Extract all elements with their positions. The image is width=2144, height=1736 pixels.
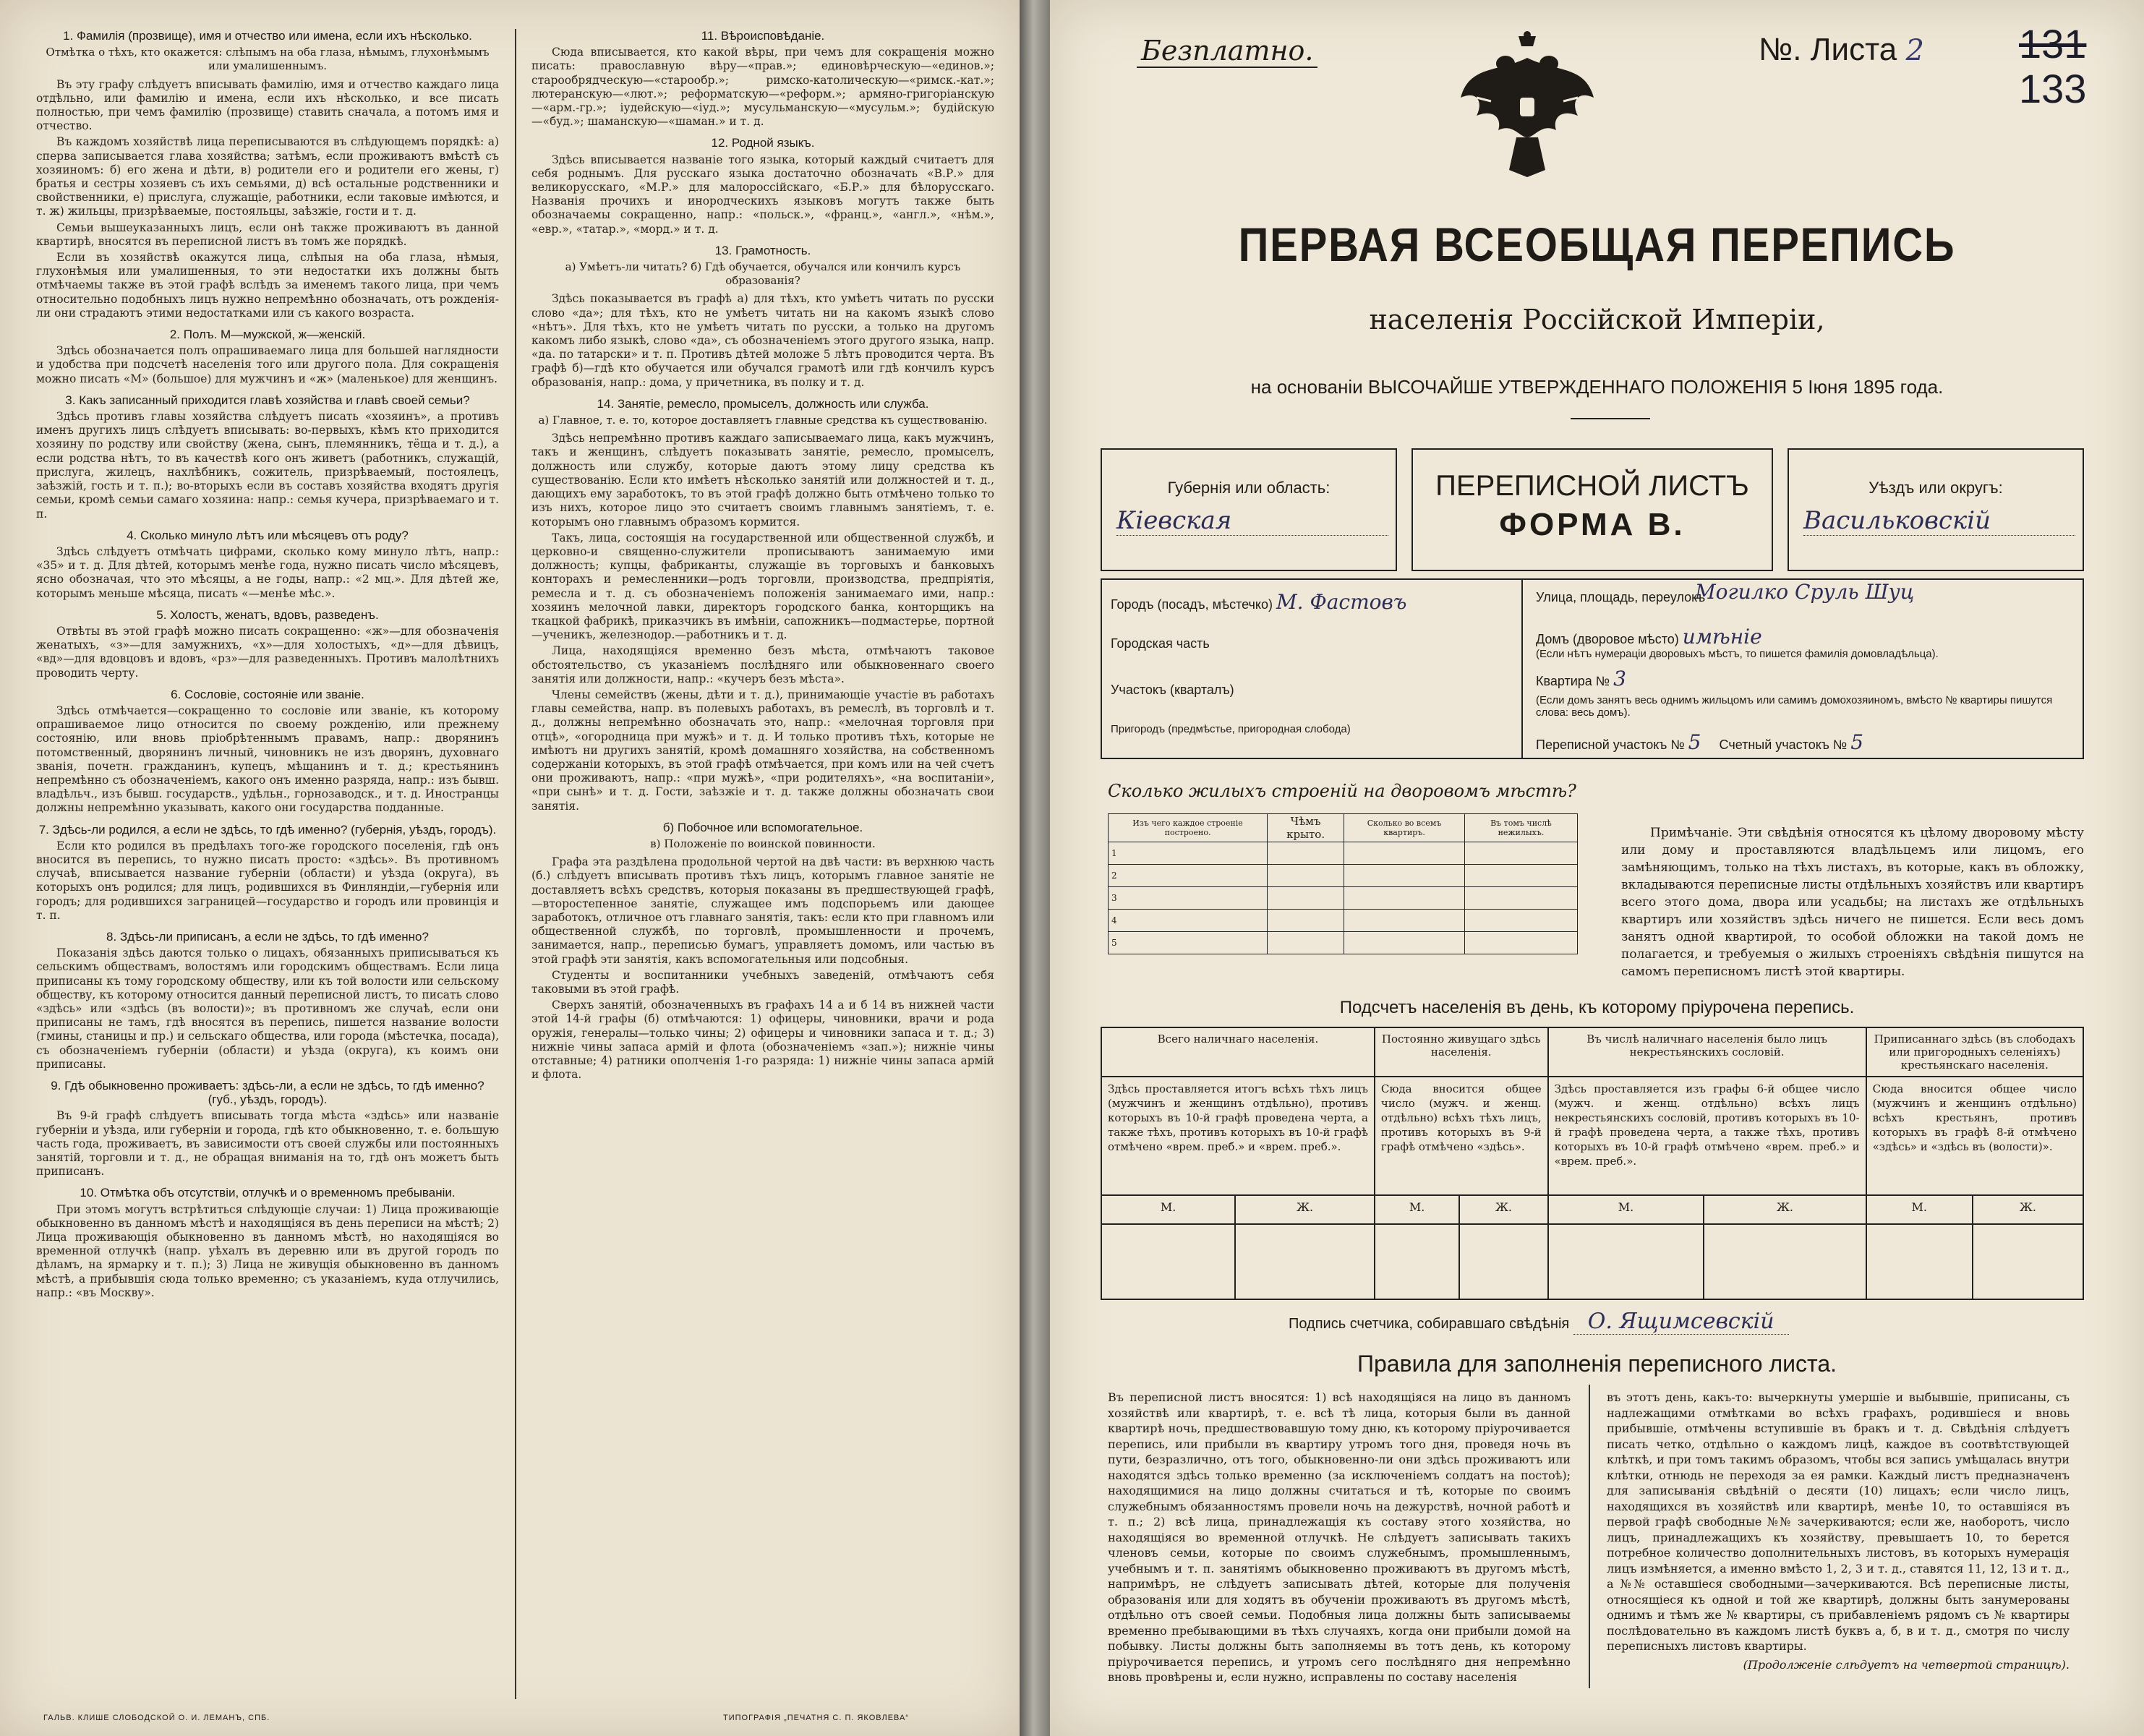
street-label: Улица, площадь, переулокъ (1536, 590, 1706, 604)
dwellings-table (1108, 813, 1578, 954)
row-number: 3 (1109, 887, 1268, 910)
imperial-eagle-icon (1455, 29, 1600, 181)
house-value: имѣніе (1682, 625, 1762, 649)
count-body-permanent: Сюда вносится общее число (мужч. и женщ. отдѣльно) всѣхъ тѣхъ лицъ, противъ которыхъ въ 9-й графѣ отмѣчено «здѣсь». (1375, 1077, 1548, 1195)
male-label: М. (1548, 1195, 1704, 1224)
instruction-paragraph: Показанія здѣсь даются только о лицахъ, обязанныхъ приписываться къ сельскимъ обществамъ, волостямъ или городскимъ обществамъ. Если лица приписаны къ тому городскому обществу, или къ той волости или сельскому обществу, къ которому относится данный переписной листъ, то писать слово «здѣсь» или «здѣсь (въ волости)»; въ противномъ же случаѣ, если они приписаны не тамъ, гдѣ вносятся въ перепись, пишется название волости (гмины, станицы и пр.) и сельскаго общества, или города (мѣстечка, посада), съ обозначеніемъ губерніи (области) и уѣзда (округа), къ коимъ они приписаны. (36, 946, 499, 1071)
suburb-label: Пригородъ (предмѣстье, пригородная слобода) (1111, 723, 1351, 735)
row-number: 4 (1109, 910, 1268, 932)
instruction-paragraph: Въ эту графу слѣдуетъ вписывать фамилію, имя и отчество каждаго лица отдѣльно, или фамилію и имена, если ихъ нѣсколько, и все писать полностью, при чемъ фамилію (прозвище) ставить сначала, а потомъ имя и отчество. (36, 77, 499, 133)
signature-value: О. Ящимсевскій (1573, 1309, 1789, 1335)
town-value: М. Фастовъ (1276, 590, 1407, 614)
province-value: Кіевская (1116, 506, 1388, 536)
count-body-total: Здѣсь проставляется итогъ всѣхъ тѣхъ лицъ (мужчинъ и женщинъ отдѣльно), противъ которыхъ въ 10-й графѣ проведена черта, а также тѣхъ, противъ которыхъ въ 10-й графѣ отмѣчено «врем. преб.» и «врем. преб.». (1101, 1077, 1375, 1195)
dwellings-question: Сколько жилыхъ строеній на дворовомъ мѣстѣ? (1108, 781, 1576, 801)
column-divider (515, 29, 516, 1699)
instruction-paragraph: Въ 9-й графѣ слѣдуетъ вписывать тогда мѣста «здѣсь» или названіе губерніи и уѣзда, или губерніи и города, гдѣ кто обыкновенно, т. е. большую часть года, проживаетъ, въ зависимости отъ своей службы или постоянныхъ занятій, торговли и т. д., не обращая вниманія на то, гдѣ онъ можетъ быть приписанъ. (36, 1109, 499, 1179)
instruction-paragraph: Если въ хозяйствѣ окажутся лица, слѣпыя на оба глаза, нѣмыя, глухонѣмыя или умалишенныя, то эти недостатки ихъ должны быть отмѣчаемы также въ этой графѣ вслѣдъ за именемъ такого лица, при чемъ относительно подобныхъ лицъ нужно непремѣнно обозначать, отъ рожденія-ли они страдаютъ этими недостатками или съ какого возраста. (36, 251, 499, 320)
section-title: 13. Грамотность. (714, 243, 811, 257)
instruction-paragraph: Лица, находящіяся временно безъ мѣста, отмѣчаютъ таковое обстоятельство, съ указаніемъ послѣдняго или обыкновеннаго своего занятія или должности, напр.: «кучеръ безъ мѣста». (531, 644, 994, 685)
table-row (1109, 865, 1578, 887)
instruction-paragraph: Сюда вписывается, кто какой вѣры, при чемъ для сокращенія можно писать: православную вѣру—«прав.»; единовѣрческую—«единов.»; старообрядческую—«старообр.»; римско-католическую—«римск.-кат.»; лютеранскую—«лют.»; реформатскую—«реформ.»; армяно-григоріанскую—«арм.-гр.»; іудейскую—«іуд.»; мусульманскую—«мусульм.»; будійскую—«буд.»; шаманскую—«шаман.» и т. д. (531, 46, 994, 129)
section-title: 3. Какъ записанный приходится главѣ хозяйства и главѣ своей семьи? (65, 393, 470, 407)
rules-title: Правила для заполненія переписного листа. (1357, 1351, 1837, 1377)
district-value: Васильковскій (1803, 506, 2075, 536)
instruction-paragraph: Семьи вышеуказанныхъ лицъ, если онѣ также проживаютъ въ данной квартирѣ, вносятся въ переписной листъ въ томъ же порядкѣ. (36, 221, 499, 248)
section-title: 11. Вѣроисповѣданіе. (701, 29, 825, 43)
table-row (1109, 910, 1578, 932)
instruction-paragraph: Студенты и воспитанники учебныхъ заведеній, отмѣчаютъ себя таковыми въ этой графѣ. (531, 968, 994, 996)
section-title: 6. Сословіе, состояніе или званіе. (171, 687, 364, 701)
legal-basis: на основаніи ВЫСОЧАЙШЕ УТВЕРЖДЕННАГО ПОЛОЖЕНІЯ 5 Іюня 1895 года. (1250, 376, 1944, 398)
instruction-paragraph: Здѣсь обозначается полъ опрашиваемаго лица для большей наглядности и удобства при подсчетѣ населенія того или другого пола. Для сокращенія можно писать «М» (большое) для мужчинъ и «ж» (маленькое) для женщинъ. (36, 344, 499, 385)
precinct-label: Участокъ (кварталъ) (1111, 683, 1234, 697)
census-district-label: Переписной участокъ № (1536, 737, 1685, 752)
count-body-noncitizen: Здѣсь проставляется изъ графы 6-й общее число (мужч. и женщ. отдѣльно) всѣхъ лицъ некрестьянскихъ сословій, противъ которыхъ въ 10-й графѣ проведена черта, а также тѣхъ, противъ которыхъ въ 10-й графѣ отмѣчено «врем. преб.» и «врем. преб.». (1548, 1077, 1866, 1195)
signature-label: Подпись счетчика, собиравшаго свѣдѣнія (1289, 1316, 1570, 1332)
form-title-box (1411, 448, 1773, 571)
section-subtitle: а) Умѣетъ-ли читать? б) Гдѣ обучается, обучался или кончилъ курсъ образованія? (565, 260, 961, 288)
row-number: 2 (1109, 865, 1268, 887)
archive-stamp (2019, 22, 2086, 111)
province-field (1101, 448, 1397, 571)
instruction-paragraph: Такъ, лица, состоящія на государственной или общественной службѣ, и церковно-и священно-служители прописываютъ занимаемую ими должность; купцы, фабриканты, служащіе въ торговыхъ и банковыхъ конторахъ и ремесленники—родъ торговли, производства, предпріятія, ремесла и т. д. съ обозначеніемъ положенія занимаемаго ими, напр.: хозяинъ мелочной лавки, директоръ городского банка, конторщикъ на ткацкой фабрикѣ, приказчикъ въ имѣніи, сапожникъ—подмастерье, портной—ученикъ, железнодор.—работникъ и т. д. (531, 531, 994, 642)
instruction-paragraph: Если кто родился въ предѣлахъ того-же городского поселенія, гдѣ онъ вносится въ перепись, то нужно писать просто: «здѣсь». Въ противномъ случаѣ, вписывается название губерніи (области) и уѣзда (округа), въ которыхъ онъ родился; для лицъ, родившихся въ Финляндіи,—губернія или городъ; для родившихся заграницей—государство и городъ или провинція и т. п. (36, 839, 499, 922)
section-title: 2. Полъ. М—мужской, ж—женскій. (169, 328, 366, 342)
rules-column-2 (1607, 1390, 2070, 1672)
section-title: 9. Гдѣ обыкновенно проживаетъ: здѣсь-ли, а если не здѣсь, то гдѣ именно? (губ., уѣздъ, городъ). (51, 1079, 484, 1107)
rules-divider (1589, 1385, 1590, 1688)
instruction-paragraph: При этомъ могутъ встрѣтиться слѣдующіе случаи: 1) Лица проживающіе обыкновенно въ данномъ мѣстѣ и находящіяся въ день переписи на мѣстѣ; 2) Лица проживающія обыкновенно въ данномъ мѣстѣ, но находящіяся во временной отлучкѣ (напр. уѣхалъ въ деревню или въ другой городъ по дѣламъ, на ярмарку и т. п.); 3) Лица не живущія обыкновенно въ данномъ мѣстѣ, а прибывшія сюда только временно; съ указаніемъ, куда отлучились, напр.: «въ Москву». (36, 1202, 499, 1299)
section-title: 5. Холостъ, женатъ, вдовъ, разведенъ. (156, 607, 379, 622)
form-code: ФОРМА В. (1499, 507, 1686, 542)
sheet-number-value: 2 (1905, 34, 1924, 67)
section-title: 10. Отмѣтка объ отсутствіи, отлучкѣ и о временномъ пребываніи. (80, 1186, 456, 1200)
population-count-table (1101, 1027, 2084, 1300)
house-field (1536, 625, 1762, 649)
female-label: Ж. (1973, 1195, 2083, 1224)
town-label: Городъ (посадъ, мѣстечко) (1111, 597, 1273, 612)
sheet-number-label: №. Листа (1759, 32, 1897, 67)
section-title: 8. Здѣсь-ли приписанъ, а если не здѣсь, то гдѣ именно? (106, 929, 429, 944)
address-section (1101, 578, 2084, 759)
district-field (1788, 448, 2084, 571)
count-header-noncitizen: Въ числѣ наличнаго населенія было лицъ некрестьянскихъ сословій. (1548, 1027, 1866, 1077)
free-of-charge-label: Безплатно. (1137, 35, 1317, 68)
section-title: 4. Сколько минуло лѣтъ или мѣсяцевъ отъ роду? (127, 528, 409, 542)
apartment-field (1536, 667, 1626, 690)
count-header-permanent: Постоянно живущаго здѣсь населенія. (1375, 1027, 1548, 1077)
footer-engraver: ГАЛЬВ. КЛИШЕ СЛОБОДСКОЙ О. И. ЛЕМАНЪ, СПБ. (43, 1714, 270, 1722)
dwellings-header-material: Изъ чего каждое строеніе построено. (1109, 814, 1268, 842)
section-subtitle: Отмѣтка о тѣхъ, кто окажется: слѣпымъ на оба глаза, нѣмымъ, глухонѣмымъ или умалишеннымъ. (46, 46, 490, 73)
form-title: ПЕРЕПИСНОЙ ЛИСТЪ (1435, 470, 1749, 502)
instruction-paragraph: Здѣсь непремѣнно противъ каждаго записываемаго лица, какъ мужчинъ, такъ и женщинъ, слѣдуетъ показывать занятіе, ремесло, промыселъ, должность или службу, которые даютъ этому лицу средства къ существованію. Если кто имѣетъ нѣсколько занятій или должностей и т. д., дающихъ ему заработокъ, то въ этой графѣ должно быть отмѣчено только то изъ нихъ, которое лицо это считаетъ своимъ главнымъ занятіемъ, т. е. которымъ оно главнымъ образомъ кормится. (531, 432, 994, 529)
census-district-value: 5 (1688, 730, 1701, 754)
city-part-label: Городская часть (1111, 636, 1210, 651)
section-subtitle: в) Положеніе по воинской повинности. (650, 837, 876, 850)
apartment-label: Квартира № (1536, 674, 1610, 688)
street-field (1536, 590, 1705, 605)
female-label: Ж. (1235, 1195, 1375, 1224)
stamp-folio-number: 133 (2019, 66, 2087, 111)
street-value: Могилко Сруль Шуц (1695, 580, 1915, 604)
count-header-total: Всего наличнаго населенія. (1101, 1027, 1375, 1077)
house-note: (Если нѣтъ нумераціи дворовыхъ мѣстъ, то пишется фамилія домовладѣльца). (1536, 648, 1939, 660)
province-label: Губернія или область: (1167, 479, 1331, 497)
instruction-paragraph: Члены семействъ (жены, дѣти и т. д.), принимающіе участіе въ работахъ главы семейства, напр. въ полевыхъ работахъ, въ ремеслѣ, въ торговлѣ и т. д., должны непремѣнно обозначать это, напр.: «мелочная торговля при отцѣ», «огородница при мужѣ» и т. д. И только противъ тѣхъ, которые не имѣютъ ни другихъ занятій, кромѣ домашняго хозяйства, на собственномъ содержаніи которыхъ, въ этой графѣ отмѣчается, при комъ или на чей счетъ они проживаютъ, напр.: «при мужѣ», «при родителяхъ», «на воспитаніи», «при сынѣ» и т. д. Гости, заѣзжіе и т. д. также должны обозначать свои занятія. (531, 688, 994, 813)
left-page (0, 0, 1020, 1736)
section-title: 1. Фамилія (прозвище), имя и отчество или имена, если ихъ нѣсколько. (63, 29, 472, 43)
rules-column-2-text: въ этотъ день, какъ-то: вычеркнуты умершіе и выбывшіе, приписаны, съ надлежащими отмѣтками во всѣхъ графахъ, родившіеся и вновь прибывшіе, отмѣчены вступившіе въ бракъ и т. д. Свѣдѣнія слѣдуетъ писать четко, отдѣльно о каждомъ лицѣ, каждое въ соотвѣтствующей клѣткѣ, и при томъ такимъ образомъ, чтобы вся запись умѣщалась внутри клѣтки, отнюдь не переходя за ея рамки. Каждый листъ предназначенъ для записыванія свѣдѣній о десяти (10) лицахъ; если число лицъ, находящихся въ хозяйствѣ или квартирѣ, менѣе 10, то оставшіяся въ первой графѣ свободные №№ зачеркиваются; если же, наоборотъ, число лицъ, принадлежащихъ къ хозяйству, превышаетъ 10, то берется потребное количество дополнительныхъ листовъ, въ которыхъ нумерація лицъ измѣняется, а именно вмѣсто 1, 2, 3 и т. д., ставятся 11, 12, 13 и т. д., а №№ оставшіеся свободными—зачеркиваются. Всѣ переписные листы, относящіеся къ одной и той же квартирѣ, должны быть занумерованы однимъ и тѣмъ же № квартиры, съ прибавленіемъ рядомъ съ № квартиры послѣдовательно въ каждомъ листѣ буквъ а, б, в и т. д., смотря по числу переписныхъ листовъ квартиры. (1607, 1390, 2070, 1653)
instruction-paragraph: Здѣсь показывается въ графѣ а) для тѣхъ, кто умѣетъ читать по русски слово «да»; для тѣхъ, кто не умѣетъ читать ни на какомъ языкѣ слово «нѣтъ». Для тѣхъ, кто не умѣетъ читать по русски, а только на другомъ какомъ либо языкѣ, слово «да», съ обозначеніемъ этого другого языка, напр. «да. по татарски» и т. п. Противъ дѣтей моложе 5 лѣтъ проводится черта. Въ графѣ б)—гдѣ кто обучается или обучался грамотѣ или гдѣ кончилъ курсъ образованія, напр.: дома, у причетника, въ полку и т. д. (531, 292, 994, 389)
instruction-paragraph: Сверхъ занятій, обозначенныхъ въ графахъ 14 а и б 14 въ нижней части этой 14-й графы (б) отмѣчаются: 1) офицеры, чиновники, врачи и рода оружія, генералы—только чины; 2) офицеры и чиновники запаса и т. д.; 3) нижніе чины запаса армій и флота (обозначеніемъ «зап.»); нижніе чины отставные; 4) ратники ополченія 1-го разряда: 1) нижніе чины запаса армій и флота. (531, 999, 994, 1082)
instructions-column-1 (36, 22, 499, 1302)
female-label: Ж. (1704, 1195, 1866, 1224)
census-subtitle: населенія Россійской Имперіи, (1369, 304, 1825, 335)
count-header-peasant: Приписаннаго здѣсь (въ слободахъ или пригородныхъ селеніяхъ) крестьянскаго населенія. (1866, 1027, 2083, 1077)
dwellings-header-nonresidential: Въ томъ числѣ нежилыхъ. (1464, 814, 1577, 842)
table-row (1109, 887, 1578, 910)
town-field (1111, 590, 1406, 614)
row-number: 5 (1109, 932, 1268, 954)
instruction-paragraph: Здѣсь слѣдуетъ отмѣчать цифрами, сколько кому минуло лѣтъ, напр.: «35» и т. д. Для дѣтей, которымъ менѣе года, нужно писать число мѣсяцевъ, ясно обозначая, что это мѣсяцы, а не годы, напр.: «2 мц.». Для дѣтей же, которымъ меньше мѣсяца, писать «—менѣе мѣс.». (36, 544, 499, 600)
stamp-crossed-number: 131 (2019, 21, 2087, 67)
address-divider (1521, 580, 1523, 758)
section-title: 14. Занятіе, ремесло, промыселъ, должность или служба. (597, 396, 929, 411)
dwellings-header-roof: Чѣмъ крыто. (1268, 814, 1344, 842)
section-title: 12. Родной языкъ. (711, 136, 815, 150)
book-spine (1020, 0, 1050, 1736)
census-main-title: ПЕРВАЯ ВСЕОБЩАЯ ПЕРЕПИСЬ (1238, 218, 1956, 271)
district-label: Уѣздъ или округъ: (1868, 479, 2003, 497)
count-values-row (1101, 1224, 2083, 1299)
sheet-number (1759, 32, 1924, 68)
count-body-peasant: Сюда вносится общее число (мужчинъ и женщинъ отдѣльно) всѣхъ крестьянъ, противъ которыхъ въ графѣ 8-й отмѣчено «здѣсь» и «здѣсь въ (волости)». (1866, 1077, 2083, 1195)
count-district-value: 5 (1850, 730, 1864, 754)
footer-printer: ТИПОГРАФІЯ „ПЕЧАТНЯ С. П. ЯКОВЛЕВА“ (723, 1714, 910, 1722)
instruction-paragraph: Здѣсь отмѣчается—сокращенно то сословіе или званіе, къ которому опрашиваемое лицо относится по своему рожденію, или прежнему состоянію, или вновь пріобрѣтеннымъ правамъ, напр.: дворянинъ потомственный, дворянинъ личный, чиновникъ не изъ дворянъ, духовнаго званія, почетн. гражданинъ, купецъ, мѣщанинъ и т. д.; крестьянинъ непремѣнно съ обозначеніемъ, какого онъ именно разряда, напр.: изъ бывш. владѣльч., изъ бывш. государств., удѣльн., горнозаводск., и т. д. Иностранцы должны непремѣнно указывать, какого они государства подданные. (36, 704, 499, 815)
house-label: Домъ (дворовое мѣсто) (1536, 632, 1679, 646)
rules-column-1: Въ переписной листъ вносятся: 1) всѣ находящіяся на лицо въ данномъ хозяйствѣ или квартирѣ, т. е. всѣ тѣ лица, которыя были въ данной квартирѣ ночь, предшествовавшую тому дню, къ которому пріурочивается перепись, или прибыли въ квартиру утромъ того дня, проведя ночь въ пути, безразлично, отъ того, обыкновенно-ли они здѣсь проживаютъ или находятся здѣсь только временно (за исключеніемъ солдатъ на постоѣ); находящимися на лицо должны считаться и тѣ, которые по своимъ служебнымъ обязанностямъ провели ночь на дежурствѣ, ночной работѣ и т. п.; 2) всѣ лица, принадлежащія къ составу этого хозяйства, но находящіяся во временной отлучкѣ. Не слѣдуетъ записывать такихъ членовъ семьи, которые по своимъ служебнымъ, промышленнымъ, учебнымъ и т. п. занятіямъ обыкновенно проживаютъ въ другомъ мѣстѣ, напримѣръ, не слѣдуетъ записывать дѣтей, которые для полученія образованія или для ходятъ въ обученіи проживаютъ въ другомъ мѣстѣ, отдѣльно отъ своей семьи. Подобныя лица должны быть записываемы временно пребывающими въ тѣхъ случаяхъ, когда они прибыли домой на побывку. Листы должны быть заполняемы въ тотъ день, къ которому пріурочивается перепись, и утромъ сего послѣдняго дня непремѣнно вновь провѣрены и, если нужно, исправлены по составу населенія (1108, 1390, 1571, 1684)
dwellings-note: Примѣчаніе. Эти свѣдѣнія относятся къ цѣлому дворовому мѣсту или дому и проставляются владѣльцемъ или лицомъ, его замѣняющимъ, только на тѣхъ листахъ, въ которые, какъ въ обложку, вкладываются переписные листы отдѣльныхъ хозяйствъ или квартиръ всего этого дома, двора или усадьбы; на листахъ же отдѣльныхъ квартиръ или хозяйствъ здѣсь ничего не пишется. Если весь домъ занятъ одной квартирой, то особой обложки на такой домъ не полагается, и требуемыя о жилыхъ строеніяхъ свѣдѣнія пишутся на самомъ переписномъ листѣ этой квартиры. (1621, 826, 2084, 979)
table-row (1109, 842, 1578, 865)
instruction-paragraph: Отвѣты въ этой графѣ можно писать сокращенно: «ж»—для обозначенія женатыхъ, «з»—для замужнихъ, «х»—для холостыхъ, «д»—для дѣвицъ, «вд»—для вдовцовъ и вдовъ, «рз»—для разведенныхъ. Противъ малолѣтнихъ проводить черту. (36, 624, 499, 680)
instructions-column-2 (531, 22, 994, 1084)
instruction-paragraph: Здѣсь вписывается названіе того языка, который каждый считаетъ для себя роднымъ. Для русскаго языка достаточно обозначать «В.Р.» для великорусскаго, «М.Р.» для малороссійскаго, «Б.Р.» для бѣлорусскаго. Названія прочихъ и инородческихъ языковъ могутъ также быть обозначаемы сокращенно, напр.: «польск.», «франц.», «англ.», «нѣм.», «евр.», «татар.», «морд.» и т. д. (531, 153, 994, 236)
female-label: Ж. (1459, 1195, 1547, 1224)
population-count-title: Подсчетъ населенія въ день, къ которому пріурочена перепись. (1339, 998, 1855, 1017)
section-title: б) Побочное или вспомогательное. (662, 820, 863, 834)
rules-continue-note: (Продолженіе слѣдуетъ на четвертой страницѣ). (1743, 1657, 2070, 1672)
row-number: 1 (1109, 842, 1268, 865)
dwellings-header-apartments: Сколько во всемъ квартиръ. (1344, 814, 1465, 842)
male-label: М. (1101, 1195, 1235, 1224)
title-divider (1571, 418, 1650, 419)
table-row (1109, 932, 1578, 954)
male-label: М. (1375, 1195, 1459, 1224)
apartment-note: (Если домъ занятъ весь однимъ жильцомъ или самимъ домохозяиномъ, вмѣсто № квартиры пишутся слова: весь домъ). (1536, 694, 2053, 719)
right-page (1050, 0, 2144, 1736)
section-subtitle: а) Главное, т. е. то, которое доставляетъ главные средства къ существованію. (538, 414, 988, 427)
census-district-field (1536, 730, 1863, 754)
instruction-paragraph: Здѣсь противъ главы хозяйства слѣдуетъ писать «хозяинъ», а противъ именъ другихъ лицъ слѣдуетъ вписывать: во-первыхъ, кѣмъ кто приходится хозяину по родству или свойству (жена, сынъ, племянникъ, тёща и т. д.), а если родства нѣтъ, то въ качествѣ кого онъ живетъ (работникъ, служащій, прислуга, жилецъ, нахлѣбникъ, сожитель, призрѣваемый, постоялецъ, заѣзжій, гость и т. п.); во-вторыхъ если въ составъ хозяйства входятъ другія семьи, кромѣ семьи самаго хозяина: напр.: семья кучера, призрѣваемаго и т. п. (36, 410, 499, 521)
apartment-value: 3 (1613, 667, 1626, 690)
enumerator-signature (1289, 1309, 1789, 1334)
male-label: М. (1866, 1195, 1973, 1224)
count-district-label: Счетный участокъ № (1719, 737, 1848, 752)
section-title: 7. Здѣсь-ли родился, а если не здѣсь, то гдѣ именно? (губернія, уѣздъ, городъ). (38, 822, 497, 837)
instruction-paragraph: Въ каждомъ хозяйствѣ лица переписываются въ слѣдующемъ порядкѣ: а) сперва записывается глава хозяйства; затѣмъ, если проживаютъ вмѣстѣ съ хозяиномъ: б) его жена и дѣти, в) родители его и родители его жены, г) братья и сестры хозяевъ съ ихъ семьями, д) всѣ остальные родственники и свойственники, е) прислуга, служащіе, работники, если таковые имѣются, и т. ж) жильцы, призрѣваемые, постояльцы, заѣзжіе, гости и т. д. (36, 135, 499, 218)
instruction-paragraph: Графа эта раздѣлена продольной чертой на двѣ части: въ верхнюю часть (б.) слѣдуетъ вписывать противъ тѣхъ лицъ, которымъ главное занятіе не доставляетъ всѣхъ средствъ, которыя показаны въ предшествующей графѣ,—второстепенное занятіе, служащее имъ подспорьемъ или дающее заработокъ, отличное отъ главнаго занятія, такъ: если кто при главномъ или общественной службѣ, по торговлѣ, промышленности и прочемъ, занимается, напр., переписью бумагъ, управляетъ домомъ, или частью въ этой графѣ эти занятія, какъ вспомогательныя или подсобныя. (531, 855, 994, 966)
